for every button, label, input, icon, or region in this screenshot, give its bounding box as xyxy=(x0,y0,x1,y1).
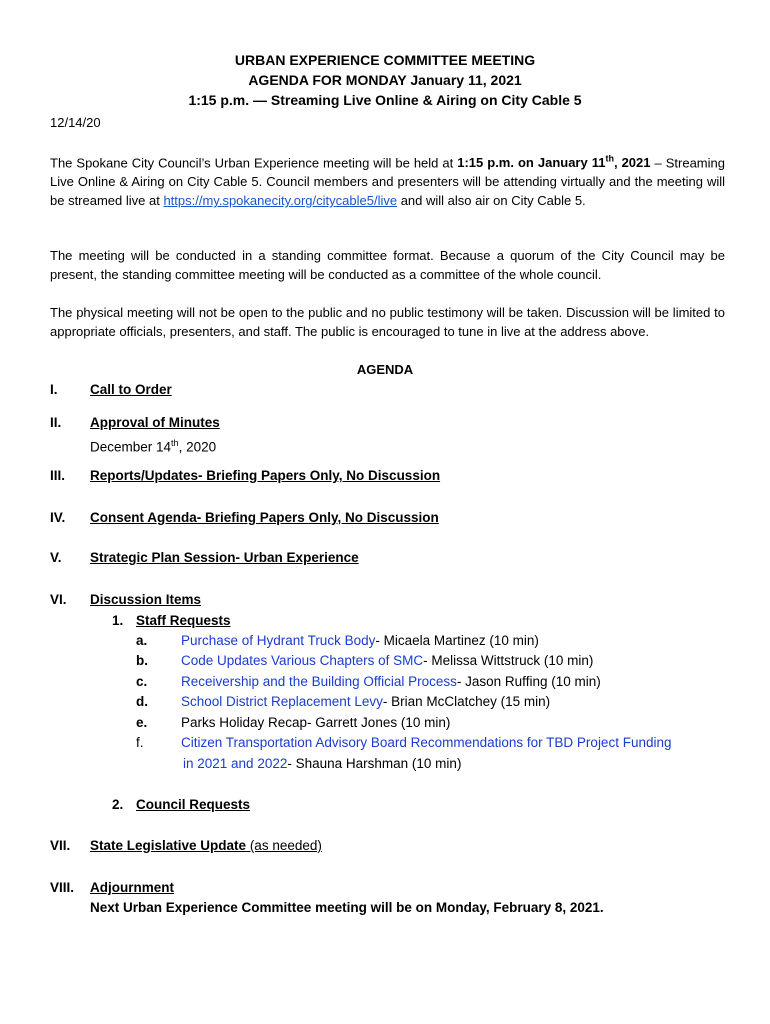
live-stream-link[interactable]: https://my.spokanecity.org/citycable5/live xyxy=(163,193,398,209)
staff-requests-heading: 1. Staff Requests xyxy=(112,613,231,628)
document-date: 12/14/20 xyxy=(50,115,101,130)
request-link-f-continued[interactable]: in 2021 and 2022 xyxy=(183,756,288,771)
header-agenda-date: AGENDA FOR MONDAY January 11, 2021 xyxy=(248,72,522,88)
meeting-header xyxy=(0,50,770,110)
meeting-time: 1:15 p.m. on January 11th, 2021 xyxy=(457,154,651,171)
intro-paragraph-1: The Spokane City Council’s Urban Experience meeting will be held at 1:15 p.m. on January 11th, 2021 – Streaming Live Online & Airing on City Cable 5. Council members and presenters will be attending virtually and the meeting will be streamed live at https://my.spokanecity.org/citycable5/live and will also air on City Cable 5. xyxy=(50,154,725,209)
header-title: URBAN EXPERIENCE COMMITTEE MEETING xyxy=(234,52,536,68)
request-link-c[interactable]: Receivership and the Building Official Process xyxy=(181,674,457,689)
request-link-f[interactable]: Citizen Transportation Advisory Board Recommendations for TBD Project Funding xyxy=(181,735,672,750)
intro-paragraph-2: The meeting will be conducted in a standing committee format. Because a quorum of the City Council may be present, the standing committee meeting will be conducted as a committee of the whole council. xyxy=(50,248,725,282)
agenda-heading: AGENDA xyxy=(356,362,414,377)
intro-paragraph-3: The physical meeting will not be open to the public and no public testimony will be taken. Discussion will be limited to appropriate officials, presenters, and staff. The public is encouraged to tune in live at the address above. xyxy=(50,305,725,339)
header-time-location: 1:15 p.m. — Streaming Live Online & Airing on City Cable 5 xyxy=(188,92,582,108)
agenda-page: URBAN EXPERIENCE COMMITTEE MEETING AGENDA FOR MONDAY January 11, 2021 1:15 p.m. — Streaming Live Online & Airing on City Cable 5 12/14/20 The Spokane City Council’s Urban Experience meeting will be held at 1:15 p.m. on January 11th, 2021 – Streaming Live Online & Airing on City Cable 5. Council members and presenters will be attending virtually and the meeting will be streamed live at https://my.spokanecity.org/citycable5/live and will also air on City Cable 5. The meeting will be conducted in a standing committee format. Because a quorum of the City Council may be present, the standing committee meeting will be conducted as a committee of the whole council. The physical meeting will not be open to the public and no public testimony will be taken. Discussion will be limited to appropriate officials, presenters, and staff. The public is encouraged to tune in live at the address above. AGENDA I. Call to Order II. Approval of Minutes December 14th, 2020 III. Reports/Updates- Briefing Papers Only, No Discussion IV. Consent Agenda- Briefing Papers Only, No Discussion V. Strategic Plan Session- Urban Experience VI. Discussion Items 1. Staff Requests a. Purchase of Hydrant Truck Body- Micaela Martinez (10 min) b. Code Updates Various Chapters of SMC- Melissa Wittstruck (10 min) c. Receivership and the Building Official Process- Jason Ruffing (10 min) d. School District Replacement Levy- Brian McClatchey (15 min) e. Parks Holiday Recap- Garrett Jones (10 min) f. Citizen Transportation Advisory Board Recommendations for TBD Project Funding in 2021 and 2022- Shauna Harshman (10 min) 2. Council Requests VII. State Legislative Update (as needed) VIII. Adjournment Next Urban Experience Committee meeting will be on Monday, February 8, 2021. xyxy=(0,0,770,1024)
request-link-d[interactable]: School District Replacement Levy xyxy=(181,694,383,709)
council-requests-heading: 2. Council Requests xyxy=(112,797,251,812)
minutes-date: December 14th, 2020 xyxy=(90,438,217,455)
request-link-b[interactable]: Code Updates Various Chapters of SMC xyxy=(181,653,424,668)
request-item-f-continued: in 2021 and 2022- Shauna Harshman (10 min) xyxy=(183,756,462,771)
request-link-a[interactable]: Purchase of Hydrant Truck Body xyxy=(181,633,376,648)
next-meeting-note: Next Urban Experience Committee meeting will be on Monday, February 8, 2021. xyxy=(90,900,604,915)
